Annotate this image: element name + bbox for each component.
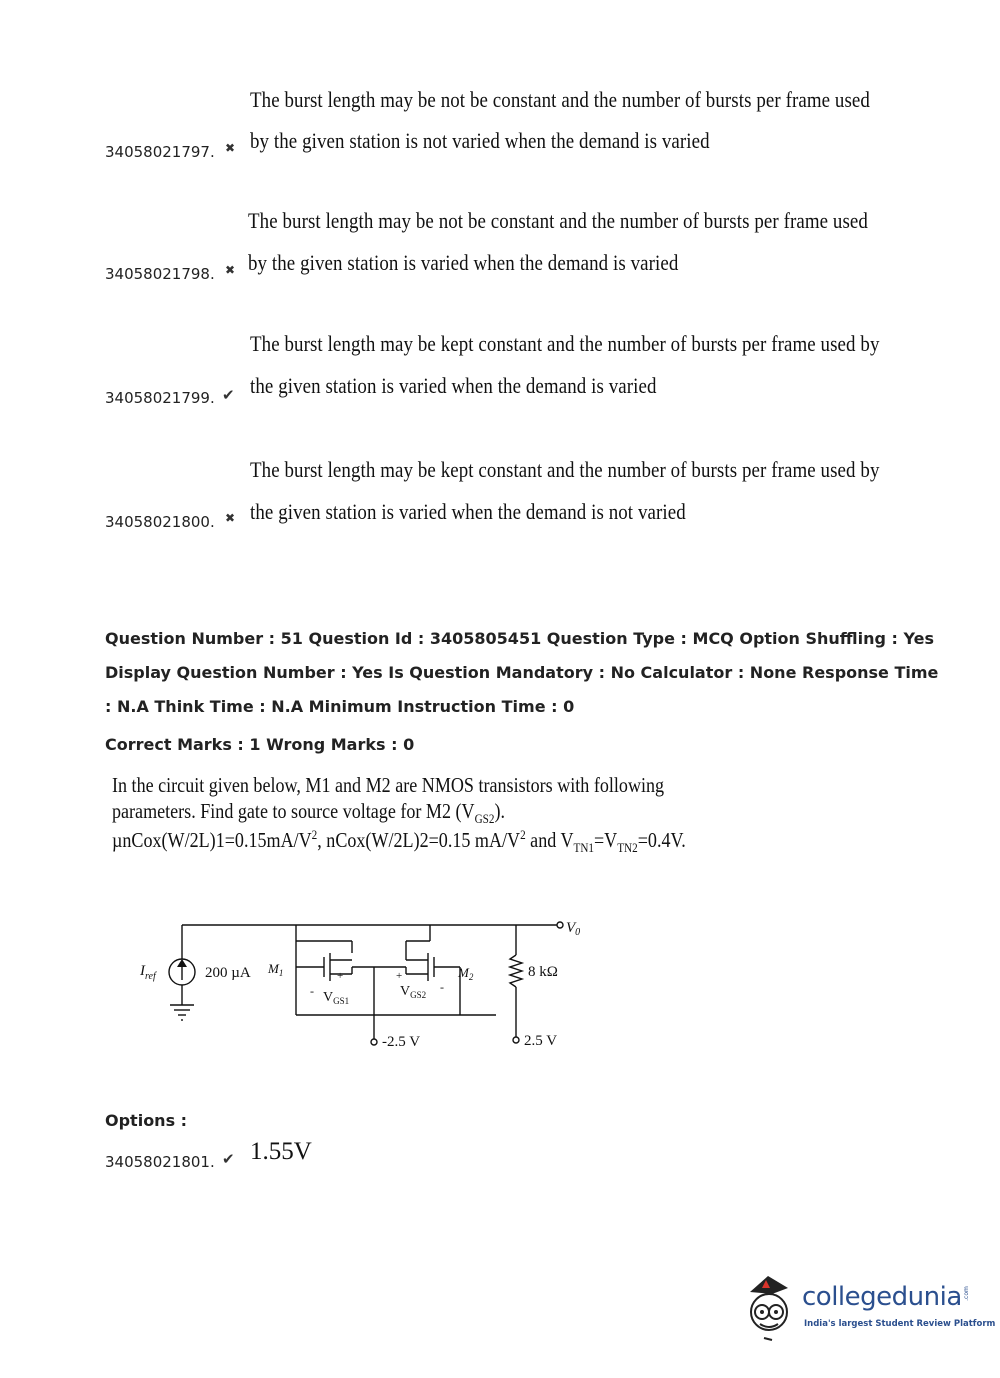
- neg-supply-label: -2.5 V: [382, 1034, 421, 1050]
- question-text-line: parameters. Find gate to source voltage for M2 $(V_{GS2})$.: [112, 799, 506, 827]
- logo-wordmark: collegedunia: [802, 1282, 962, 1312]
- logo-tagline: India's largest Student Review Platform: [804, 1319, 996, 1329]
- option-id: 34058021801.: [105, 1153, 215, 1171]
- resistor-8k: [510, 955, 522, 987]
- vgs2-minus: -: [440, 980, 444, 994]
- vo-terminal: [557, 922, 563, 928]
- question-text-line: $\mu nCox(W/2L)1=0.15mA/V^2$, nCox(W/2L)2=0.15 $mA/V^2$ and $V_{TN1}=V_{TN2}=0.4V$.: [112, 827, 686, 856]
- vgs1-label: $V_{GS1}$: [323, 990, 350, 1006]
- option-text-line: The burst length may be not be constant and the number of bursts per frame used: [248, 208, 868, 233]
- current-value: 200 µA: [205, 965, 251, 981]
- option-text-line: The burst length may be not be constant and the number of bursts per frame used: [250, 87, 870, 112]
- question-meta-line: Display Question Number : Yes Is Question Mandatory : No Calculator : None Response Time: [105, 663, 939, 682]
- check-icon: ✔: [222, 1150, 235, 1168]
- cross-icon: ✖: [225, 511, 236, 525]
- option-id: 34058021797.: [105, 143, 215, 161]
- vgs1-minus: -: [310, 984, 314, 998]
- pos-supply-terminal: [513, 1037, 519, 1043]
- question-meta-line: : N.A Think Time : N.A Minimum Instruction Time : 0: [105, 697, 575, 716]
- m1-label: $M_1$: [268, 961, 284, 978]
- option-id: 34058021799.: [105, 389, 215, 407]
- logo-domain: .com: [962, 1286, 970, 1301]
- iref-label: $I_{ref}$: [140, 963, 156, 982]
- option-text-line: The burst length may be kept constant and the number of bursts per frame used by: [250, 331, 880, 356]
- option-text-line: the given station is varied when the demand is varied: [250, 373, 657, 398]
- question-marks: Correct Marks : 1 Wrong Marks : 0: [105, 735, 415, 754]
- option-text-line: by the given station is not varied when the demand is varied: [250, 128, 710, 153]
- mascot-icon: [742, 1272, 800, 1348]
- vo-label: $V_0$: [566, 920, 581, 938]
- collegedunia-logo: [742, 1272, 996, 1348]
- option-text-line: by the given station is varied when the demand is varied: [248, 250, 679, 275]
- cross-icon: ✖: [225, 141, 236, 155]
- option-text-line: The burst length may be kept constant and the number of bursts per frame used by: [250, 457, 880, 482]
- check-icon: ✔: [222, 386, 235, 404]
- circuit-diagram: [130, 905, 600, 1055]
- pos-supply-label: 2.5 V: [524, 1033, 558, 1049]
- option-id: 34058021798.: [105, 265, 215, 283]
- vgs2-label: $V_{GS2}$: [400, 984, 427, 1000]
- option-text-line: the given station is varied when the demand is not varied: [250, 499, 686, 524]
- cross-icon: ✖: [225, 263, 236, 277]
- vgs1-plus: +: [337, 970, 344, 982]
- option-id: 34058021800.: [105, 513, 215, 531]
- options-heading: Options :: [105, 1111, 188, 1130]
- question-text-line: In the circuit given below, M1 and M2 are NMOS transistors with following: [112, 773, 665, 797]
- answer-option-text: 1.55V: [250, 1138, 312, 1165]
- m2-label: $M_2$: [458, 965, 474, 982]
- vgs2-plus: +: [396, 970, 403, 982]
- resistor-label: 8 kΩ: [528, 964, 558, 980]
- neg-supply-terminal: [371, 1039, 377, 1045]
- question-meta-line: Question Number : 51 Question Id : 3405805451 Question Type : MCQ Option Shuffling : Yes: [105, 629, 935, 648]
